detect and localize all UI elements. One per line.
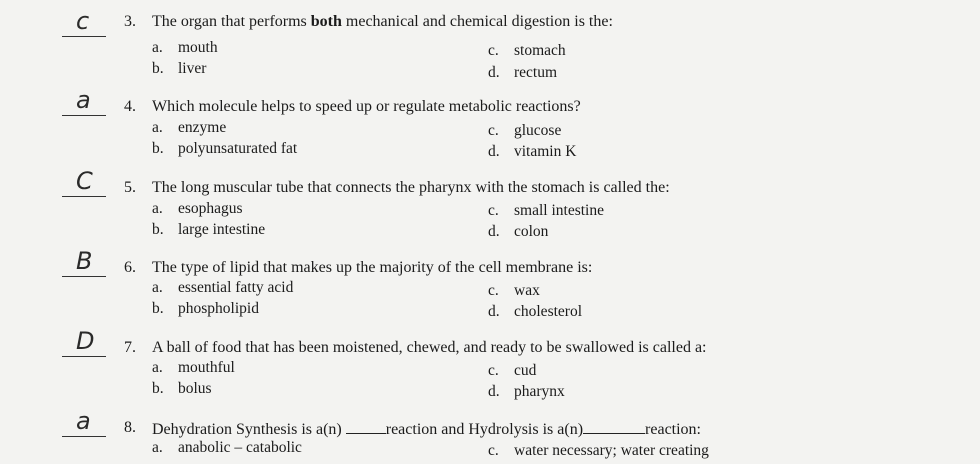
option-text: glucose — [514, 122, 562, 139]
question-8 — [0, 406, 980, 464]
option-letter: d. — [488, 303, 500, 320]
option-c — [488, 122, 561, 140]
option-a — [152, 439, 302, 457]
option-text: phospholipid — [178, 300, 259, 317]
question-number: 4. — [124, 98, 136, 115]
handwritten-answer: a — [76, 407, 91, 435]
option-text: anabolic – catabolic — [178, 439, 302, 456]
option-a — [152, 200, 243, 218]
answer-blank[interactable] — [62, 8, 106, 37]
question-number: 8. — [124, 419, 136, 436]
option-letter: b. — [152, 380, 164, 397]
option-d — [488, 383, 565, 401]
option-letter: c. — [488, 282, 499, 299]
option-letter: b. — [152, 60, 164, 77]
option-a — [152, 39, 218, 57]
question-5 — [0, 166, 980, 246]
option-letter: d. — [488, 64, 500, 81]
question-number: 6. — [124, 259, 136, 276]
option-b — [152, 380, 212, 398]
question-text — [152, 419, 701, 439]
question-text-part: Dehydration Synthesis is a(n) — [152, 421, 342, 438]
option-text: large intestine — [178, 221, 266, 238]
option-d — [488, 64, 557, 82]
option-a — [152, 119, 226, 137]
option-text: polyunsaturated fat — [178, 140, 298, 157]
option-letter: c. — [488, 442, 499, 459]
option-letter: d. — [488, 383, 500, 400]
option-text: water necessary; water creating — [514, 442, 709, 459]
option-text: esophagus — [178, 200, 243, 217]
option-c — [488, 442, 709, 460]
option-a — [152, 359, 235, 377]
question-text-part: mechanical and chemical digestion is the: — [341, 13, 613, 30]
question-7 — [0, 326, 980, 406]
option-letter: c. — [488, 362, 499, 379]
option-c — [488, 282, 540, 300]
option-letter: a. — [152, 119, 163, 136]
option-d — [488, 303, 582, 321]
fill-in-blank[interactable] — [346, 419, 386, 434]
option-c — [488, 42, 566, 60]
option-c — [488, 362, 536, 380]
option-text: stomach — [514, 42, 566, 59]
option-letter: a. — [152, 359, 163, 376]
question-text — [152, 13, 613, 31]
question-text-emphasis: both — [310, 13, 342, 30]
question-text: The long muscular tube that connects the pharynx with the stomach is called the: — [152, 179, 670, 196]
fill-in-blank[interactable] — [583, 419, 645, 434]
question-text-part: The organ that performs — [152, 13, 311, 30]
answer-blank[interactable] — [62, 328, 106, 357]
option-text: vitamin K — [514, 143, 577, 160]
option-letter: a. — [152, 279, 163, 296]
handwritten-answer: a — [76, 86, 91, 114]
option-text: rectum — [514, 64, 558, 81]
option-text: bolus — [178, 380, 212, 397]
option-letter: c. — [488, 122, 499, 139]
question-text: Which molecule helps to speed up or regulate metabolic reactions? — [152, 98, 581, 115]
option-text: cud — [514, 362, 537, 379]
option-a — [152, 279, 293, 297]
question-text: The type of lipid that makes up the majority of the cell membrane is: — [152, 259, 593, 276]
question-number: 7. — [124, 339, 136, 356]
answer-blank[interactable] — [62, 168, 106, 197]
option-d — [488, 223, 548, 241]
question-text-part: reaction and Hydrolysis is a(n) — [385, 421, 584, 438]
answer-blank[interactable] — [62, 408, 106, 437]
option-text: liver — [178, 60, 207, 77]
question-text-part: reaction: — [645, 421, 701, 438]
option-letter: b. — [152, 140, 164, 157]
option-text: mouthful — [178, 359, 235, 376]
option-text: pharynx — [514, 383, 565, 400]
option-letter: d. — [488, 143, 500, 160]
option-b — [152, 300, 259, 318]
option-b — [152, 140, 297, 158]
answer-blank[interactable] — [62, 248, 106, 277]
option-letter: d. — [488, 223, 500, 240]
handwritten-answer: C — [76, 167, 93, 195]
question-6 — [0, 246, 980, 326]
option-d — [488, 143, 576, 161]
option-b — [152, 221, 265, 239]
option-letter: a. — [152, 200, 163, 217]
option-text: mouth — [178, 39, 218, 56]
question-number: 5. — [124, 179, 136, 196]
option-letter: c. — [488, 42, 499, 59]
question-4 — [0, 85, 980, 165]
option-text: enzyme — [178, 119, 227, 136]
question-3 — [0, 0, 980, 80]
option-letter: a. — [152, 39, 163, 56]
handwritten-answer: D — [76, 327, 95, 355]
option-text: colon — [514, 223, 549, 240]
option-text: wax — [514, 282, 540, 299]
option-text: cholesterol — [514, 303, 583, 320]
question-text: A ball of food that has been moistened, chewed, and ready to be swallowed is called a: — [152, 339, 707, 356]
option-letter: a. — [152, 439, 163, 456]
answer-blank[interactable] — [62, 87, 106, 116]
option-letter: b. — [152, 300, 164, 317]
option-b — [152, 60, 206, 78]
handwritten-answer: B — [76, 247, 93, 275]
option-c — [488, 202, 604, 220]
option-text: small intestine — [514, 202, 604, 219]
option-text: essential fatty acid — [178, 279, 294, 296]
handwritten-answer: c — [76, 7, 90, 35]
question-number: 3. — [124, 13, 136, 30]
option-letter: c. — [488, 202, 499, 219]
option-letter: b. — [152, 221, 164, 238]
